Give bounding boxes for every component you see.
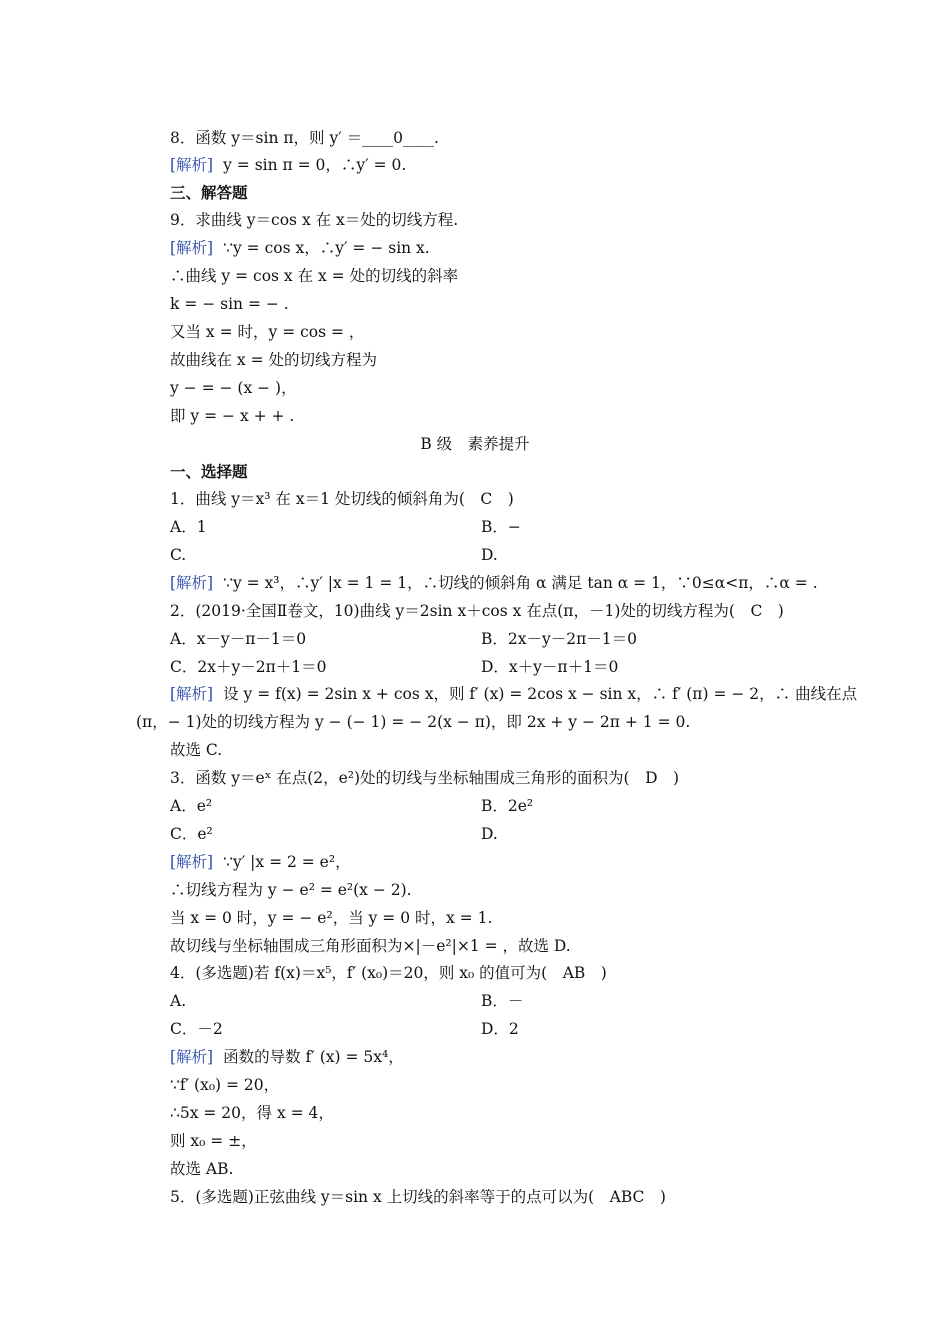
text-line-q2a2: [136, 712, 690, 732]
line-text: C.: [170, 546, 187, 564]
line-text: A．1: [170, 518, 207, 536]
line-text: D.: [481, 546, 498, 564]
analysis-tag: [解析]: [170, 1048, 214, 1066]
text-line-q2D: [481, 657, 618, 677]
text-line-q1: [170, 489, 514, 509]
text-line-q3a4: [170, 936, 571, 956]
text-line-q4C: [170, 1019, 223, 1039]
line-text: B．2x－y－2π－1＝0: [481, 630, 638, 648]
analysis-tag: [解析]: [170, 574, 214, 592]
line-text: D．x＋y－π＋1＝0: [481, 658, 619, 676]
line-text: C．e²: [170, 825, 213, 843]
text-line-l9a1: [170, 238, 430, 258]
text-line-sec1: [170, 462, 248, 482]
text-line-q1B: [481, 517, 521, 537]
text-line-l9q: [170, 210, 458, 230]
line-text: 故选 AB.: [170, 1160, 234, 1178]
text-line-q4a5: [170, 1159, 233, 1179]
analysis-tag: [解析]: [170, 685, 214, 703]
line-text: 9．求曲线 y＝cos x 在 x＝处的切线方程.: [170, 211, 459, 229]
text-line-l9a5: [170, 350, 377, 370]
text-line-q4a4: [170, 1131, 257, 1151]
text-line-l8a: [170, 155, 406, 175]
text-line-levelB: [0, 434, 950, 454]
text-line-q3a3: [170, 908, 492, 928]
line-text: A.: [170, 992, 187, 1010]
line-text: k = − sin = − .: [170, 295, 289, 313]
analysis-tag: [解析]: [170, 156, 214, 174]
text-line-q1C: [170, 545, 186, 565]
text-line-q3a2: [170, 880, 412, 900]
line-text: 故切线与坐标轴围成三角形面积为×|－e²|×1 = ，故选 D.: [170, 937, 571, 955]
text-line-q4a3: [170, 1103, 334, 1123]
line-text: 2．(2019·全国Ⅱ卷文，10)曲线 y＝2sin x＋cos x 在点(π，－1)处的切线方程为( C ): [170, 602, 784, 620]
line-text: 函数的导数 f′ (x) = 5x⁴，: [223, 1048, 404, 1066]
text-line-l9a2: [170, 266, 458, 286]
text-line-l8q: [170, 128, 439, 148]
text-line-q3a1: [170, 852, 351, 872]
text-line-l9a3: [170, 294, 289, 314]
text-line-q2C: [170, 657, 327, 677]
line-text: 5．(多选题)正弦曲线 y＝sin x 上切线的斜率等于的点可以为( ABC ): [170, 1188, 666, 1206]
text-line-q4A: [170, 991, 186, 1011]
line-text: 4．(多选题)若 f(x)＝x⁵，f′ (x₀)＝20，则 x₀ 的值可为( AB ): [170, 964, 607, 982]
text-line-q1a: [170, 573, 818, 593]
line-text: 则 x₀ = ±，: [170, 1132, 257, 1150]
line-text: D．2: [481, 1020, 519, 1038]
line-text: B．2e²: [481, 797, 534, 815]
line-text: 故曲线在 x = 处的切线方程为: [170, 351, 378, 369]
text-line-q2A: [170, 629, 306, 649]
text-line-q1A: [170, 517, 207, 537]
text-line-q4D: [481, 1019, 519, 1039]
line-text: B 级 素养提升: [420, 435, 530, 453]
analysis-tag: [解析]: [170, 853, 214, 871]
text-line-l9a6: [170, 378, 297, 398]
text-line-q3D: [481, 824, 498, 844]
line-text: ∵y′ |x = 2 = e²，: [223, 853, 351, 871]
line-text: 8．函数 y＝sin π，则 y′ ＝____0____.: [170, 129, 439, 147]
text-line-l9a4: [170, 322, 364, 342]
text-line-q4B: [481, 991, 523, 1011]
line-text: 设 y = f(x) = 2sin x + cos x，则 f′ (x) = 2cos x − sin x，∴ f′ (π) = − 2，∴ 曲线在点: [223, 685, 858, 703]
line-text: 3．函数 y＝eˣ 在点(2，e²)处的切线与坐标轴围成三角形的面积为( D ): [170, 769, 680, 787]
line-text: A．x－y－π－1＝0: [170, 630, 307, 648]
line-text: C．－2: [170, 1020, 223, 1038]
line-text: y = sin π = 0，∴y′ = 0.: [223, 156, 407, 174]
text-line-q3: [170, 768, 679, 788]
text-line-q4: [170, 963, 607, 983]
text-line-q2B: [481, 629, 637, 649]
text-line-q3B: [481, 796, 533, 816]
line-text: (π，− 1)处的切线方程为 y − (− 1) = − 2(x − π)，即 2x + y − 2π + 1 = 0.: [136, 713, 691, 731]
line-text: 即 y = − x + + .: [170, 407, 295, 425]
text-line-sec3: [170, 183, 248, 203]
line-text: ∴5x = 20，得 x = 4，: [170, 1104, 334, 1122]
text-line-q5: [170, 1187, 666, 1207]
line-text: 三、解答题: [170, 183, 248, 202]
text-line-q4a1: [170, 1047, 404, 1067]
line-text: ∴曲线 y = cos x 在 x = 处的切线的斜率: [170, 267, 459, 285]
text-line-q3C: [170, 824, 213, 844]
line-text: B．−: [481, 518, 521, 536]
line-text: D.: [481, 825, 498, 843]
text-line-q1D: [481, 545, 498, 565]
line-text: 故选 C.: [170, 741, 223, 759]
line-text: ∵y = x³，∴y′ |x = 1 = 1，∴切线的倾斜角 α 满足 tan α = 1，∵0≤α<π，∴α = .: [223, 574, 818, 592]
line-text: y − = − (x − )，: [170, 379, 297, 397]
text-line-q3A: [170, 796, 212, 816]
line-text: ∴切线方程为 y − e² = e²(x − 2).: [170, 881, 412, 899]
text-line-q2: [170, 601, 784, 621]
line-text: 又当 x = 时，y = cos = ，: [170, 323, 365, 341]
text-line-l9a7: [170, 406, 294, 426]
text-line-q4a2: [170, 1075, 279, 1095]
line-text: 一、选择题: [170, 462, 248, 481]
line-text: B．－: [481, 992, 524, 1010]
line-text: 1．曲线 y＝x³ 在 x＝1 处切线的倾斜角为( C ): [170, 490, 514, 508]
text-line-q2a3: [170, 740, 222, 760]
line-text: C．2x＋y－2π＋1＝0: [170, 658, 327, 676]
analysis-tag: [解析]: [170, 239, 214, 257]
line-text: ∵f′ (x₀) = 20，: [170, 1076, 280, 1094]
text-line-q2a1: [170, 684, 857, 704]
line-text: A．e²: [170, 797, 213, 815]
line-text: 当 x = 0 时，y = − e²，当 y = 0 时，x = 1.: [170, 909, 493, 927]
line-text: ∵y = cos x，∴y′ = − sin x.: [223, 239, 430, 257]
